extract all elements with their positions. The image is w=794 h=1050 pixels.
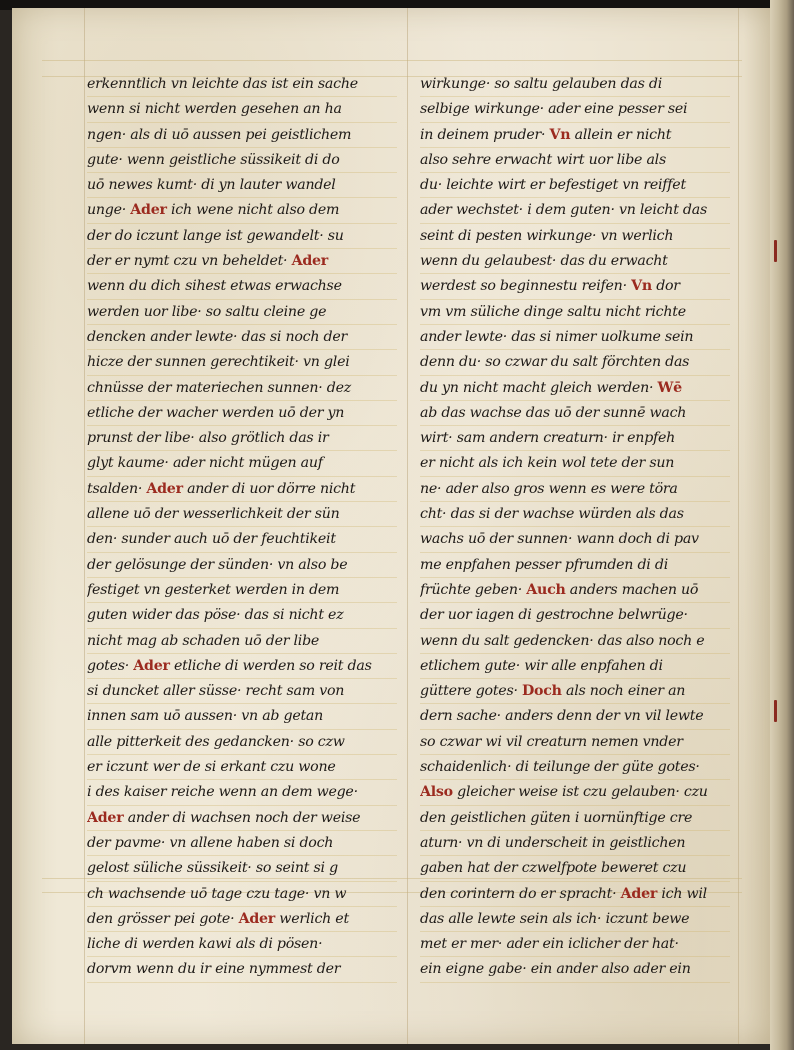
manuscript-line: wirt· sam andern creaturn· ir enpfeh [420, 426, 730, 451]
rubricated-initial: Auch [526, 581, 566, 598]
manuscript-line: gotes· Ader etliche di werden so reit das [87, 654, 397, 679]
manuscript-line: alle pitterkeit des gedancken· so czw [87, 730, 397, 755]
manuscript-line: selbige wirkunge· ader eine pesser sei [420, 97, 730, 122]
ruling-line-right [738, 8, 739, 1044]
manuscript-line: er iczunt wer de si erkant czu wone [87, 755, 397, 780]
manuscript-line: seint di pesten wirkunge· vn werlich [420, 224, 730, 249]
manuscript-line: hicze der sunnen gerechtikeit· vn glei [87, 350, 397, 375]
manuscript-line: der er nymt czu vn beheldet· Ader [87, 249, 397, 274]
manuscript-line: wenn du dich sihest etwas erwachse [87, 274, 397, 299]
manuscript-line: er nicht als ich kein wol tete der sun [420, 451, 730, 476]
manuscript-line: ne· ader also gros wenn es were töra [420, 477, 730, 502]
rubricated-initial: Ader [133, 657, 170, 674]
manuscript-line: tsalden· Ader ander di uor dörre nicht [87, 477, 397, 502]
manuscript-line: prunst der libe· also grötlich das ir [87, 426, 397, 451]
manuscript-line: si duncket aller süsse· recht sam von [87, 679, 397, 704]
manuscript-line: wenn du gelaubest· das du erwacht [420, 249, 730, 274]
manuscript-line: gute· wenn geistliche süssikeit di do [87, 148, 397, 173]
ruling-line-left [84, 8, 85, 1044]
manuscript-line: dencken ander lewte· das si noch der [87, 325, 397, 350]
manuscript-line: der do iczunt lange ist gewandelt· su [87, 224, 397, 249]
manuscript-line: wenn du salt gedencken· das also noch e [420, 629, 730, 654]
manuscript-line: der pavme· vn allene haben si doch [87, 831, 397, 856]
manuscript-line: so czwar wi vil creaturn nemen vnder [420, 730, 730, 755]
manuscript-line: liche di werden kawi als di pösen· [87, 932, 397, 957]
rubricated-initial: Vn [549, 126, 571, 143]
left-text-column [87, 72, 397, 983]
manuscript-line: güttere gotes· Doch als noch einer an [420, 679, 730, 704]
manuscript-line: denn du· so czwar du salt förchten das [420, 350, 730, 375]
rubricated-initial: Also [420, 784, 453, 801]
manuscript-line: ein eigne gabe· ein ander also ader ein [420, 957, 730, 982]
manuscript-line: Also gleicher weise ist czu gelauben· czu [420, 780, 730, 805]
manuscript-line: ngen· als di uō aussen pei geistlichem [87, 123, 397, 148]
manuscript-line: guten wider das pöse· das si nicht ez [87, 603, 397, 628]
manuscript-line: allene uō der wesserlichkeit der sün [87, 502, 397, 527]
rubric-mark [774, 700, 777, 722]
manuscript-line: vm vm süliche dinge saltu nicht richte [420, 300, 730, 325]
next-leaf-edge [770, 0, 794, 1050]
manuscript-line: innen sam uō aussen· vn ab getan [87, 704, 397, 729]
manuscript-line: glyt kaume· ader nicht mügen auf [87, 451, 397, 476]
manuscript-line: den grösser pei gote· Ader werlich et [87, 907, 397, 932]
manuscript-line: werdest so beginnestu reifen· Vn dor [420, 274, 730, 299]
manuscript-line: i des kaiser reiche wenn an dem wege· [87, 780, 397, 805]
manuscript-line: in deinem pruder· Vn allein er nicht [420, 123, 730, 148]
manuscript-line: ander lewte· das si nimer uolkume sein [420, 325, 730, 350]
manuscript-line: der gelösunge der sünden· vn also be [87, 553, 397, 578]
manuscript-line: Ader ander di wachsen noch der weise [87, 806, 397, 831]
manuscript-line: wenn si nicht werden gesehen an ha [87, 97, 397, 122]
manuscript-line: dorvm wenn du ir eine nymmest der [87, 957, 397, 982]
ruling-line-top [42, 60, 742, 61]
rubricated-initial: Ader [238, 910, 276, 927]
manuscript-line: uō newes kumt· di yn lauter wandel [87, 173, 397, 198]
rubric-mark [774, 240, 777, 262]
manuscript-line: den· sunder auch uō der feuchtikeit [87, 527, 397, 552]
manuscript-line: gelost süliche süssikeit· so seint si g [87, 856, 397, 881]
manuscript-line: gaben hat der czwelfpote beweret czu [420, 856, 730, 881]
manuscript-line: du· leichte wirt er befestiget vn reiffet [420, 173, 730, 198]
manuscript-line: wirkunge· so saltu gelauben das di [420, 72, 730, 97]
manuscript-line: ab das wachse das uō der sunnē wach [420, 401, 730, 426]
rubricated-initial: Ader [130, 202, 167, 219]
manuscript-line: ader wechstet· i dem guten· vn leicht das [420, 198, 730, 223]
rubricated-initial: Vn [631, 278, 652, 295]
manuscript-line: etliche der wacher werden uō der yn [87, 401, 397, 426]
manuscript-line: das alle lewte sein als ich· iczunt bewe [420, 907, 730, 932]
rubricated-initial: Ader [620, 885, 658, 902]
manuscript-line: werden uor libe· so saltu cleine ge [87, 300, 397, 325]
manuscript-line: den corintern do er spracht· Ader ich wil [420, 882, 730, 907]
rubricated-initial: Ader [146, 480, 183, 497]
ruling-line-center [407, 8, 408, 1044]
manuscript-line: unge· Ader ich wene nicht also dem [87, 198, 397, 223]
manuscript-line: den geistlichen güten i uornünftige cre [420, 806, 730, 831]
manuscript-line: dern sache· anders denn der vn vil lewte [420, 704, 730, 729]
manuscript-line: festiget vn gesterket werden in dem [87, 578, 397, 603]
right-text-column [420, 72, 730, 983]
manuscript-line: also sehre erwacht wirt uor libe als [420, 148, 730, 173]
manuscript-line: etlichem gute· wir alle enpfahen di [420, 654, 730, 679]
manuscript-line: aturn· vn di underscheit in geistlichen [420, 831, 730, 856]
manuscript-line: me enpfahen pesser pfrumden di di [420, 553, 730, 578]
rubricated-initial: Wē [657, 379, 682, 396]
manuscript-line: chnüsse der materiechen sunnen· dez [87, 376, 397, 401]
manuscript-line: erkenntlich vn leichte das ist ein sache [87, 72, 397, 97]
manuscript-line: der uor iagen di gestrochne belwrüge· [420, 603, 730, 628]
manuscript-line: wachs uō der sunnen· wann doch di pav [420, 527, 730, 552]
rubricated-initial: Ader [291, 253, 329, 270]
manuscript-line: met er mer· ader ein iclicher der hat· [420, 932, 730, 957]
manuscript-line: früchte geben· Auch anders machen uō [420, 578, 730, 603]
manuscript-line: du yn nicht macht gleich werden· Wē [420, 376, 730, 401]
manuscript-line: schaidenlich· di teilunge der güte gotes· [420, 755, 730, 780]
manuscript-line: nicht mag ab schaden uō der libe [87, 629, 397, 654]
rubricated-initial: Ader [87, 809, 124, 826]
rubricated-initial: Doch [522, 683, 562, 700]
manuscript-line: ch wachsende uō tage czu tage· vn w [87, 882, 397, 907]
manuscript-line: cht· das si der wachse würden als das [420, 502, 730, 527]
